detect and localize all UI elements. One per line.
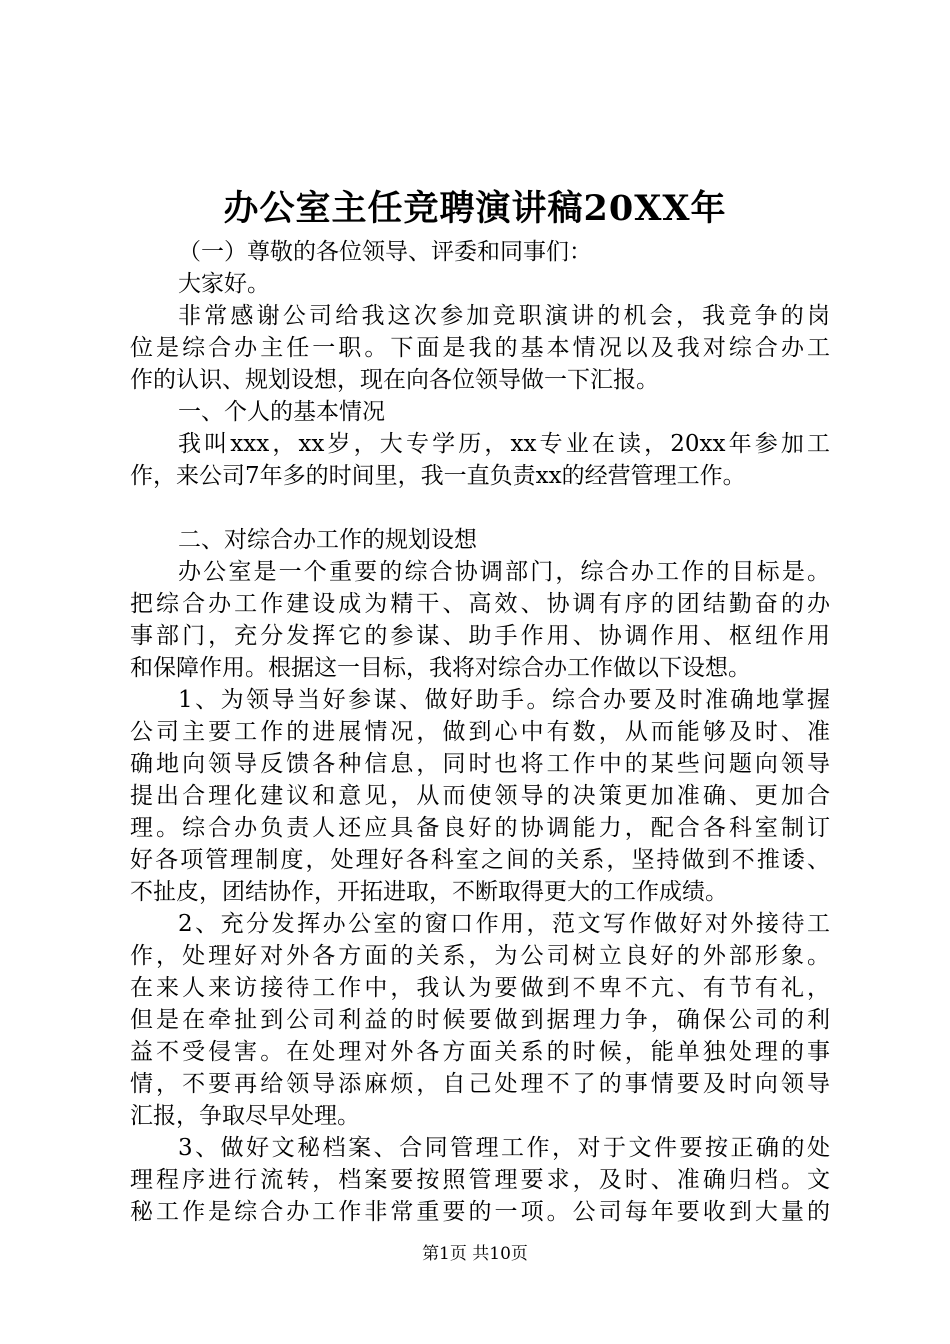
greeting-line: 大家好。 — [178, 271, 270, 297]
paragraph-line: 非常感谢公司给我这次参加竞职演讲的机会，我竞争的岗 — [178, 303, 830, 329]
paragraph-line: 我叫xxx，xx岁，大专学历，xx专业在读，20xx年参加工 — [178, 431, 830, 457]
paragraph-line: 益不受侵害。在处理对外各方面关系的时候，能单独处理的事 — [130, 1039, 830, 1065]
paragraph-line: 不扯皮，团结协作，开拓进取，不断取得更大的工作成绩。 — [130, 879, 728, 905]
paragraph-line: 作，处理好对外各方面的关系，为公司树立良好的外部形象。 — [130, 943, 830, 969]
paragraph-line: 事部门，充分发挥它的参谋、助手作用、协调作用、枢纽作用 — [130, 623, 830, 649]
section-heading: 二、对综合办工作的规划设想 — [178, 527, 477, 553]
paragraph-line: 把综合办工作建设成为精干、高效、协调有序的团结勤奋的办 — [130, 591, 830, 617]
document-body — [130, 236, 830, 1228]
paragraph-line: 秘工作是综合办工作非常重要的一项。公司每年要收到大量的 — [130, 1199, 830, 1225]
page-number-footer: 第1页 共10页 — [422, 1244, 528, 1264]
salutation-line: （一）尊敬的各位领导、评委和同事们： — [178, 239, 592, 265]
paragraph-line: 情，不要再给领导添麻烦，自己处理不了的事情要及时向领导 — [130, 1071, 830, 1097]
paragraph-line: 理程序进行流转，档案要按照管理要求，及时、准确归档。文 — [130, 1167, 830, 1193]
blank-line — [130, 492, 830, 524]
section-heading: 一、个人的基本情况 — [178, 399, 385, 425]
paragraph-line: 3、做好文秘档案、合同管理工作，对于文件要按正确的处 — [178, 1135, 830, 1161]
paragraph-line: 和保障作用。根据这一目标，我将对综合办工作做以下设想。 — [130, 655, 751, 681]
paragraph-line: 作，来公司7年多的时间里，我一直负责xx的经营管理工作。 — [130, 463, 746, 489]
paragraph-line: 公司主要工作的进展情况，做到心中有数，从而能够及时、准 — [130, 719, 830, 745]
paragraph-line: 确地向领导反馈各种信息，同时也将工作中的某些问题向领导 — [130, 751, 830, 777]
paragraph-line: 1、为领导当好参谋、做好助手。综合办要及时准确地掌握 — [178, 687, 830, 713]
paragraph-line: 汇报，争取尽早处理。 — [130, 1103, 360, 1129]
paragraph-line: 位是综合办主任一职。下面是我的基本情况以及我对综合办工 — [130, 335, 830, 361]
paragraph-line: 办公室是一个重要的综合协调部门，综合办工作的目标是。 — [178, 559, 830, 585]
paragraph-line: 但是在牵扯到公司利益的时候要做到据理力争，确保公司的利 — [130, 1007, 830, 1033]
paragraph-line: 理。综合办负责人还应具备良好的协调能力，配合各科室制订 — [130, 815, 830, 841]
paragraph-line: 提出合理化建议和意见，从而使领导的决策更加准确、更加合 — [130, 783, 830, 809]
paragraph-line: 好各项管理制度，处理好各科室之间的关系，坚持做到不推诿、 — [130, 847, 830, 873]
paragraph-line: 2、充分发挥办公室的窗口作用，范文写作做好对外接待工 — [178, 911, 830, 937]
paragraph-line: 在来人来访接待工作中，我认为要做到不卑不亢、有节有礼， — [130, 975, 830, 1001]
paragraph-line: 作的认识、规划设想，现在向各位领导做一下汇报。 — [130, 367, 659, 393]
document-title: 办公室主任竞聘演讲稿20XX年 — [223, 188, 727, 229]
